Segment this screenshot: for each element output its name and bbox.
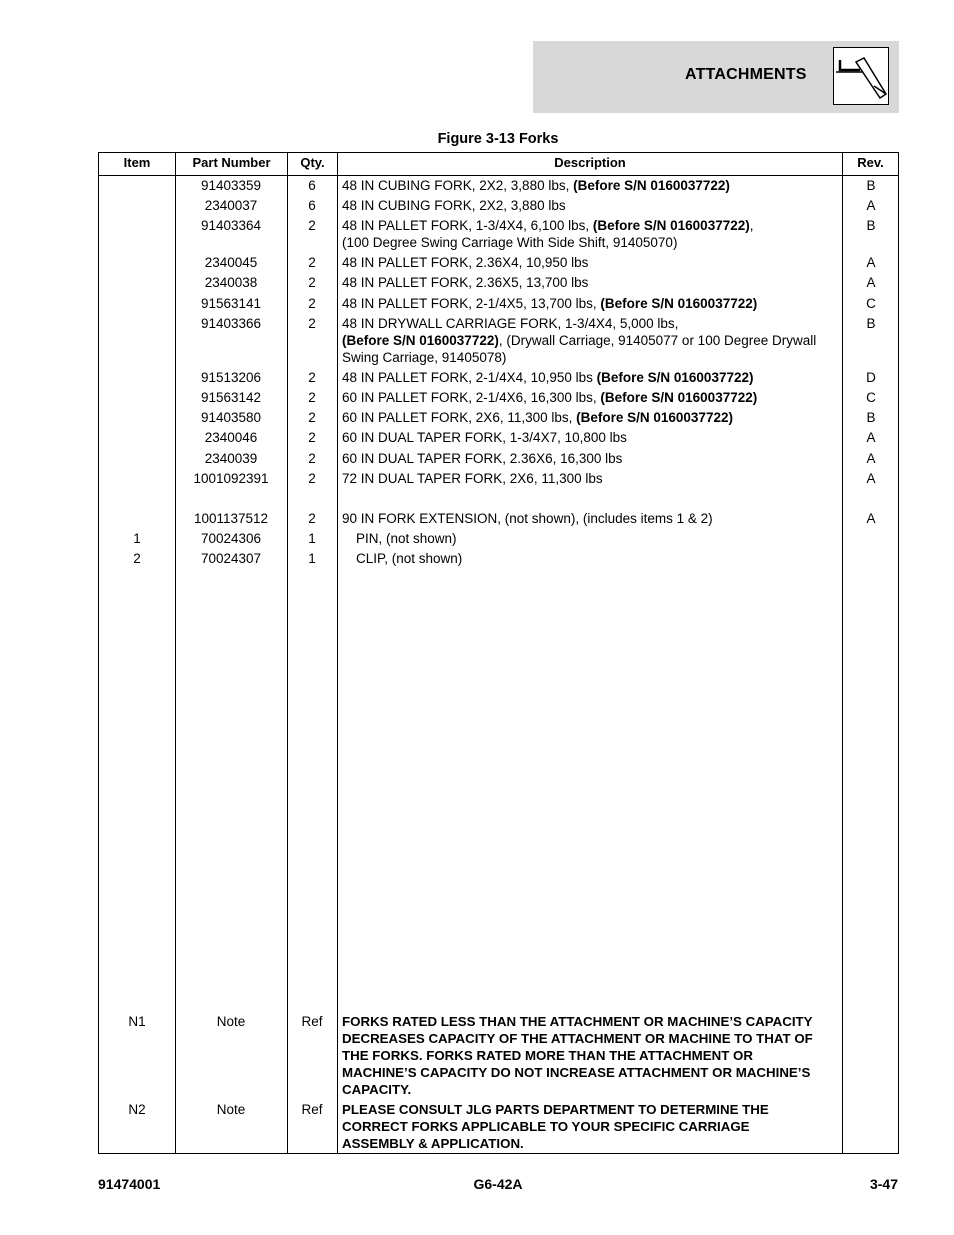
note-line: DECREASES CAPACITY OF THE ATTACHMENT OR MACHINE TO THAT OF: [342, 1031, 813, 1046]
rev-cell: B: [866, 218, 876, 233]
part-number-cell: Note: [216, 1014, 246, 1029]
qty-cell: 6: [308, 178, 316, 193]
note-line: MACHINE’S CAPACITY DO NOT INCREASE ATTACHMENT OR MACHINE’S: [342, 1065, 811, 1080]
rev-cell: A: [866, 198, 876, 213]
qty-cell: 1: [308, 551, 316, 566]
part-number-cell: 70024307: [200, 551, 262, 566]
description-tail: ,: [749, 218, 754, 233]
description-cell: [342, 217, 842, 251]
description-cell: 60 IN DUAL TAPER FORK, 1-3/4X7, 10,800 lbs: [342, 430, 627, 445]
qty-cell: 2: [308, 430, 316, 445]
fork-attachment-icon: [833, 47, 889, 105]
description-line-2: , (Drywall Carriage, 91405077 or 100 Degree Drywall: [498, 333, 817, 348]
description-line-2: (100 Degree Swing Carriage With Side Shift, 91405070): [342, 235, 678, 250]
part-number-cell: 91563142: [200, 390, 262, 405]
qty-cell: 2: [308, 370, 316, 385]
note-line: CORRECT FORKS APPLICABLE TO YOUR SPECIFIC CARRIAGE: [342, 1119, 750, 1134]
part-number-cell: 2340037: [204, 198, 258, 213]
item-cell: 2: [133, 551, 141, 566]
description-text: 48 IN PALLET FORK, 2-1/4X5, 13,700 lbs,: [342, 296, 601, 311]
description-cell: 48 IN CUBING FORK, 2X2, 3,880 lbs: [342, 198, 566, 213]
description-cell: [342, 389, 842, 406]
item-cell: N1: [128, 1014, 146, 1029]
description-cell: 72 IN DUAL TAPER FORK, 2X6, 11,300 lbs: [342, 471, 603, 486]
description-cell: PIN, (not shown): [356, 531, 457, 546]
column-header-qty: Qty.: [300, 155, 325, 170]
serial-note: (Before S/N 0160037722): [573, 178, 730, 193]
column-header-part-number: Part Number: [192, 155, 271, 170]
qty-cell: 6: [308, 198, 316, 213]
part-number-cell: 91403364: [200, 218, 262, 233]
description-cell: 90 IN FORK EXTENSION, (not shown), (includes items 1 & 2): [342, 511, 713, 526]
rev-cell: A: [866, 471, 876, 486]
qty-cell: 2: [308, 410, 316, 425]
qty-cell: 2: [308, 316, 316, 331]
part-number-cell: 2340038: [204, 275, 258, 290]
note-line: ASSEMBLY & APPLICATION.: [342, 1136, 524, 1151]
part-number-cell: 91403580: [200, 410, 262, 425]
rev-cell: A: [866, 451, 876, 466]
description-cell: 48 IN PALLET FORK, 2.36X5, 13,700 lbs: [342, 275, 589, 290]
qty-cell: 1: [308, 531, 316, 546]
description-cell: [342, 295, 842, 312]
description-line-3: Swing Carriage, 91405078): [342, 350, 507, 365]
part-number-cell: Note: [216, 1102, 246, 1117]
column-header-rev: Rev.: [857, 155, 884, 170]
parts-table: [98, 152, 899, 1154]
note-description: [342, 1013, 842, 1098]
qty-cell: 2: [308, 275, 316, 290]
serial-note: (Before S/N 0160037722): [600, 296, 758, 311]
qty-cell: 2: [308, 296, 316, 311]
part-number-cell: 91403359: [200, 178, 262, 193]
part-number-cell: 2340039: [204, 451, 258, 466]
rev-cell: A: [866, 275, 876, 290]
qty-cell: 2: [308, 451, 316, 466]
column-header-description: Description: [554, 155, 626, 170]
rev-cell: A: [866, 430, 876, 445]
note-line: THE FORKS. FORKS RATED MORE THAN THE ATTACHMENT OR: [342, 1048, 753, 1063]
part-number-cell: 91403366: [200, 316, 262, 331]
description-cell: 60 IN DUAL TAPER FORK, 2.36X6, 16,300 lbs: [342, 451, 623, 466]
qty-cell: Ref: [301, 1102, 323, 1117]
serial-note: (Before S/N 0160037722): [592, 218, 750, 233]
description-text: 60 IN PALLET FORK, 2X6, 11,300 lbs,: [342, 410, 577, 425]
note-line: FORKS RATED LESS THAN THE ATTACHMENT OR MACHINE’S CAPACITY: [342, 1014, 813, 1029]
description-text: 60 IN PALLET FORK, 2-1/4X6, 16,300 lbs,: [342, 390, 601, 405]
section-title: ATTACHMENTS: [685, 66, 807, 83]
rev-cell: A: [866, 255, 876, 270]
rev-cell: B: [866, 316, 876, 331]
serial-note: (Before S/N 0160037722): [596, 370, 754, 385]
item-cell: N2: [128, 1102, 146, 1117]
description-cell: 48 IN PALLET FORK, 2.36X4, 10,950 lbs: [342, 255, 589, 270]
header-divider: [99, 175, 898, 176]
part-number-cell: 91563141: [200, 296, 262, 311]
note-line: CAPACITY.: [342, 1082, 412, 1097]
description-cell: [342, 369, 842, 386]
column-divider: [842, 153, 843, 1153]
footer-doc-number: 91474001: [98, 1176, 161, 1192]
qty-cell: 2: [308, 390, 316, 405]
description-cell: [342, 409, 842, 426]
note-description: [342, 1101, 842, 1152]
description-text: 48 IN CUBING FORK, 2X2, 3,880 lbs,: [342, 178, 574, 193]
qty-cell: 2: [308, 511, 316, 526]
description-cell: [342, 177, 842, 194]
part-number-cell: 2340045: [204, 255, 258, 270]
part-number-cell: 70024306: [200, 531, 262, 546]
footer-model: G6-42A: [473, 1176, 523, 1192]
rev-cell: C: [866, 390, 876, 405]
description-text: 48 IN PALLET FORK, 1-3/4X4, 6,100 lbs,: [342, 218, 593, 233]
column-header-item: Item: [123, 155, 151, 170]
part-number-cell: 1001137512: [193, 511, 269, 526]
serial-note: (Before S/N 0160037722): [576, 410, 733, 425]
column-divider: [337, 153, 338, 1153]
qty-cell: 2: [308, 255, 316, 270]
serial-note: (Before S/N 0160037722): [342, 333, 499, 348]
qty-cell: 2: [308, 218, 316, 233]
rev-cell: D: [866, 370, 876, 385]
description-text: 48 IN PALLET FORK, 2-1/4X4, 10,950 lbs: [342, 370, 597, 385]
rev-cell: B: [866, 178, 876, 193]
part-number-cell: 2340046: [204, 430, 258, 445]
item-cell: 1: [133, 531, 141, 546]
part-number-cell: 1001092391: [193, 471, 269, 486]
footer-page-number: 3-47: [869, 1176, 898, 1192]
description-cell: CLIP, (not shown): [356, 551, 463, 566]
serial-note: (Before S/N 0160037722): [600, 390, 758, 405]
figure-title: Figure 3-13 Forks: [437, 131, 559, 147]
part-number-cell: 91513206: [200, 370, 262, 385]
qty-cell: Ref: [301, 1014, 323, 1029]
rev-cell: C: [866, 296, 876, 311]
rev-cell: A: [866, 511, 876, 526]
description-text: 48 IN DRYWALL CARRIAGE FORK, 1-3/4X4, 5,000 lbs,: [342, 316, 679, 331]
description-cell: [342, 315, 842, 366]
qty-cell: 2: [308, 471, 316, 486]
rev-cell: B: [866, 410, 876, 425]
note-line: PLEASE CONSULT JLG PARTS DEPARTMENT TO DETERMINE THE: [342, 1102, 769, 1117]
